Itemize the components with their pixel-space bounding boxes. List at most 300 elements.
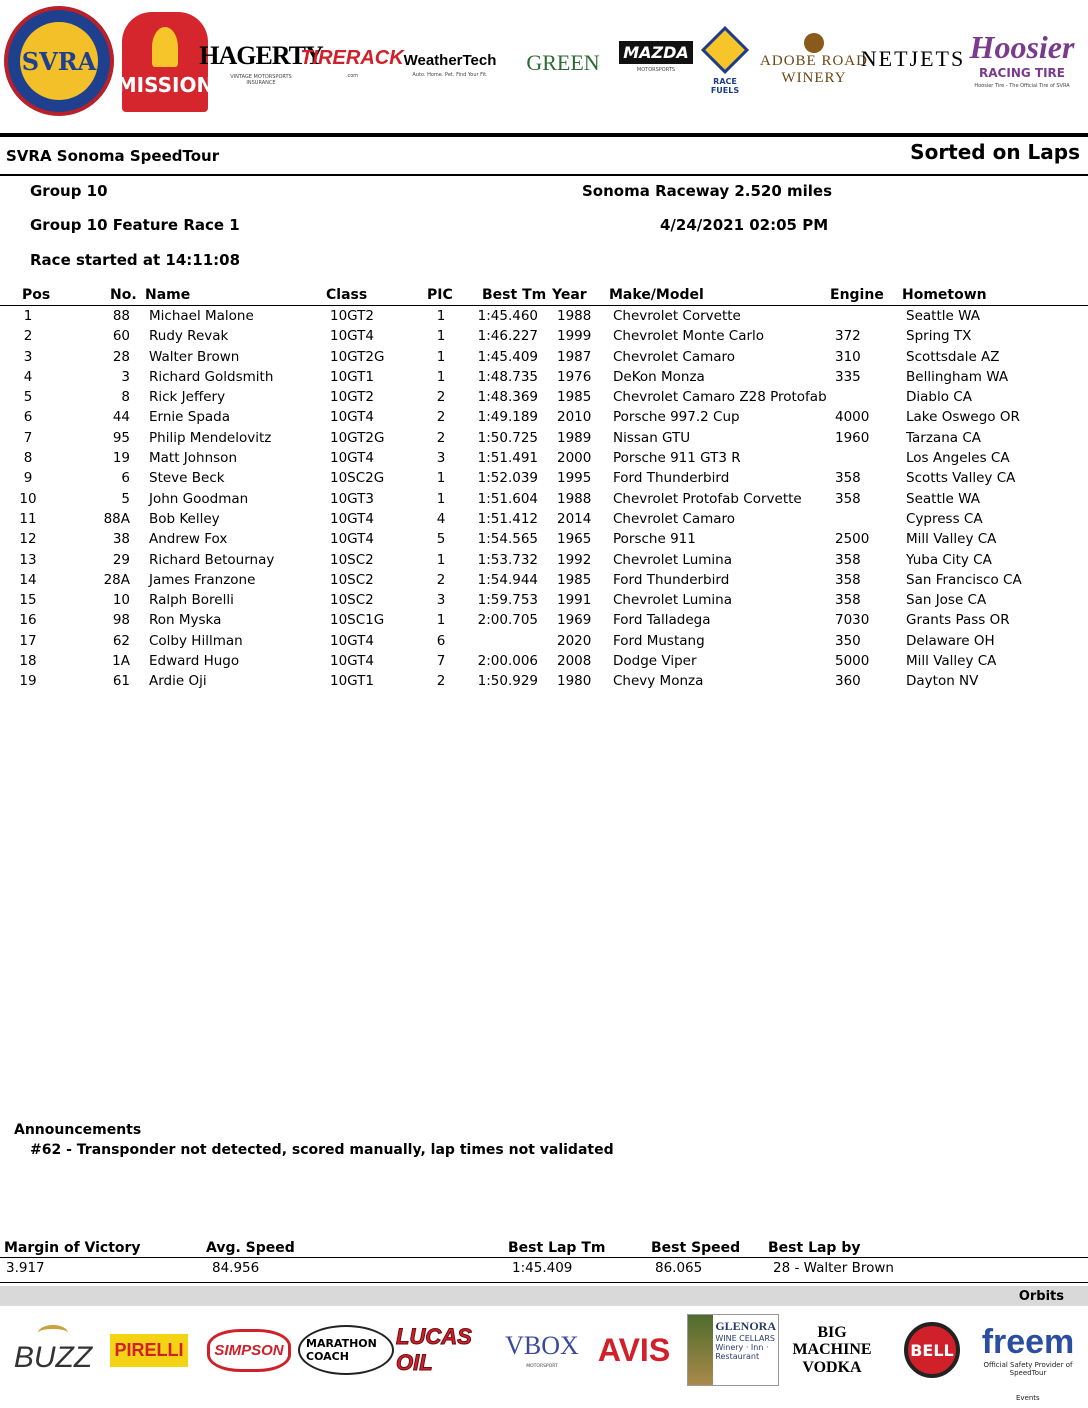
vineyard-image — [688, 1315, 713, 1385]
buzz-logo — [6, 1312, 100, 1388]
cell-engine: 358 — [835, 490, 861, 507]
cell-hometown: Lake Oswego OR — [906, 409, 1020, 426]
cell-best-time: 1:51.412 — [477, 510, 538, 527]
cell-pos: 1 — [23, 308, 33, 324]
cell-class: 10GT4 — [330, 450, 374, 467]
mission-logo-text: MISSION — [116, 73, 214, 97]
cell-year: 1995 — [557, 470, 592, 487]
cell-pic: 1 — [436, 328, 446, 345]
cell-name: Rudy Revak — [149, 328, 229, 345]
cell-hometown: Dayton NV — [906, 673, 979, 690]
summary-label-avg-speed: Avg. Speed — [206, 1240, 295, 1256]
cell-engine: 372 — [835, 328, 861, 345]
cell-make-model: Ford Talladega — [613, 612, 711, 629]
cell-class: 10GT4 — [330, 409, 374, 426]
vbox-logo-text: VBOX — [505, 1330, 579, 1360]
cell-pos: 12 — [19, 531, 37, 548]
cell-pos: 9 — [23, 470, 33, 487]
cell-engine: 7030 — [835, 612, 870, 629]
events-label: Events — [1016, 1394, 1040, 1402]
cell-engine: 358 — [835, 551, 861, 568]
cell-name: James Franzone — [149, 571, 256, 588]
cell-name: Walter Brown — [149, 348, 240, 365]
svra-logo — [4, 6, 114, 116]
cell-class: 10GT4 — [330, 510, 374, 527]
sort-label: Sorted on Laps — [910, 140, 1080, 164]
table-row — [0, 347, 1088, 367]
cell-pos: 6 — [23, 409, 33, 426]
cell-make-model: Ford Thunderbird — [613, 571, 730, 588]
cell-number: 61 — [112, 673, 130, 690]
weathertech-logo — [398, 30, 502, 100]
cell-pic: 1 — [436, 470, 446, 487]
cell-name: Ernie Spada — [149, 409, 230, 426]
table-row — [0, 631, 1088, 651]
cell-number: 3 — [121, 368, 130, 385]
hoosier-logo — [960, 4, 1084, 114]
summary-label-best-lap-by: Best Lap by — [768, 1240, 861, 1256]
glenora-logo-words — [713, 1315, 778, 1385]
cell-make-model: DeKon Monza — [613, 368, 705, 385]
cell-hometown: Yuba City CA — [906, 551, 992, 568]
cell-hometown: San Francisco CA — [906, 571, 1022, 588]
cell-class: 10SC2G — [330, 470, 385, 487]
cell-number: 88A — [103, 510, 130, 527]
adobe-logo-subtext: WINERY — [781, 70, 847, 86]
table-row — [0, 428, 1088, 448]
cell-name: Philip Mendelovitz — [149, 429, 272, 446]
cell-number: 8 — [121, 389, 130, 406]
cell-engine: 1960 — [835, 429, 870, 446]
cell-year: 2014 — [557, 510, 592, 527]
cell-class: 10GT1 — [330, 368, 374, 385]
cell-year: 1988 — [557, 490, 592, 507]
cell-pos: 17 — [19, 632, 37, 649]
sunoco-diamond-icon — [701, 26, 749, 74]
cell-class: 10SC2 — [330, 551, 374, 568]
orbits-label: Orbits — [1018, 1289, 1064, 1304]
cell-pic: 5 — [436, 531, 446, 548]
summary-value-best-speed: 86.065 — [655, 1260, 703, 1276]
glenora-logo-subtext-2: Winery · Inn · Restaurant — [715, 1343, 769, 1361]
wing-icon — [38, 1325, 68, 1341]
hagerty-logo-subtext: VINTAGE MOTORSPORTS INSURANCE — [230, 73, 292, 86]
cell-hometown: Los Angeles CA — [906, 450, 1010, 467]
results-rows — [0, 306, 1088, 692]
cell-hometown: Delaware OH — [906, 632, 995, 649]
race-summary — [0, 1238, 1088, 1280]
cell-make-model: Chevrolet Corvette — [613, 308, 741, 324]
table-row — [0, 610, 1088, 630]
simpson-logo — [206, 1312, 292, 1388]
cell-pos: 14 — [19, 571, 37, 588]
bell-helmets-logo — [894, 1312, 970, 1388]
green-logo-text: GREEN — [526, 50, 600, 75]
cell-year: 2008 — [557, 653, 592, 670]
column-header-make-model: Make/Model — [609, 287, 704, 303]
cell-number: 29 — [112, 551, 130, 568]
cell-best-time: 1:49.189 — [477, 409, 538, 426]
cell-name: Ralph Borelli — [149, 592, 234, 609]
cell-class: 10SC1G — [330, 612, 385, 629]
cell-name: Richard Betournay — [149, 551, 275, 568]
cell-name: John Goodman — [149, 490, 249, 507]
summary-label-best-lap: Best Lap Tm — [508, 1240, 606, 1256]
cell-pic: 1 — [436, 368, 446, 385]
cell-make-model: Nissan GTU — [613, 429, 691, 446]
cell-number: 28A — [103, 571, 130, 588]
glenora-logo-subtext: WINE CELLARS — [715, 1334, 776, 1343]
sunoco-logo — [700, 6, 750, 112]
table-row — [0, 651, 1088, 671]
cell-pic: 3 — [436, 450, 446, 467]
cell-hometown: San Jose CA — [906, 592, 987, 609]
cell-number: 62 — [112, 632, 130, 649]
cell-year: 1980 — [557, 673, 592, 690]
bigmachine-logo-text: BIG MACHINE VODKA — [792, 1323, 872, 1376]
summary-value-avg-speed: 84.956 — [212, 1260, 260, 1276]
table-row — [0, 671, 1088, 691]
cell-make-model: Chevrolet Monte Carlo — [613, 328, 765, 345]
cell-hometown: Mill Valley CA — [906, 531, 997, 548]
cell-number: 6 — [121, 470, 130, 487]
cell-pic: 2 — [436, 429, 446, 446]
column-header-name: Name — [145, 287, 191, 303]
divider-summary — [0, 1282, 1088, 1283]
cell-best-time: 1:51.604 — [477, 490, 538, 507]
cell-hometown: Grants Pass OR — [906, 612, 1010, 629]
weathertech-logo-subtext: Auto. Home. Pet. Find Your Fit. — [412, 72, 488, 78]
cell-year: 1987 — [557, 348, 592, 365]
cell-hometown: Mill Valley CA — [906, 653, 997, 670]
cell-best-time: 1:59.753 — [477, 592, 538, 609]
lucas-logo-text: LUCAS OIL — [396, 1324, 472, 1375]
cell-best-time: 2:00.006 — [477, 653, 538, 670]
marathon-logo-text: MARATHON COACH — [298, 1325, 394, 1375]
cell-best-time: 1:48.735 — [477, 368, 538, 385]
cell-year: 1992 — [557, 551, 592, 568]
cell-pic: 4 — [436, 510, 446, 527]
cell-number: 60 — [112, 328, 130, 345]
cell-pic: 1 — [436, 612, 446, 629]
cell-make-model: Chevrolet Protofab Corvette — [613, 490, 802, 507]
results-header-row — [0, 285, 1088, 306]
summary-label-margin: Margin of Victory — [4, 1240, 141, 1256]
cell-make-model: Ford Mustang — [613, 632, 705, 649]
cell-class: 10GT2 — [330, 389, 374, 406]
cell-pos: 8 — [23, 450, 33, 467]
cell-class: 10GT4 — [330, 328, 374, 345]
weathertech-logo-text: WeatherTech — [403, 52, 497, 69]
cell-make-model: Porsche 911 — [613, 531, 696, 548]
cell-hometown: Seattle WA — [906, 308, 980, 324]
adobe-road-logo — [760, 12, 868, 108]
cell-pic: 2 — [436, 409, 446, 426]
cell-pic: 7 — [436, 653, 446, 670]
column-header-hometown: Hometown — [902, 287, 987, 303]
flame-icon — [152, 27, 178, 67]
avis-logo-text: AVIS — [597, 1331, 671, 1368]
cell-best-time: 1:50.929 — [477, 673, 538, 690]
cell-pos: 7 — [23, 429, 33, 446]
hagerty-logo-text: HAGERTY — [199, 40, 323, 70]
cell-number: 98 — [112, 612, 130, 629]
cell-number: 95 — [112, 429, 130, 446]
cell-pos: 18 — [19, 653, 37, 670]
tirerack-logo — [300, 18, 404, 108]
tirerack-logo-text: TIRERACK — [300, 47, 404, 69]
sponsor-banner-top — [0, 0, 1088, 128]
cell-engine: 350 — [835, 632, 861, 649]
column-header-no: No. — [110, 287, 137, 303]
cell-best-time: 1:51.491 — [477, 450, 538, 467]
cell-name: Andrew Fox — [149, 531, 228, 548]
cell-best-time: 1:45.409 — [477, 348, 538, 365]
cell-number: 10 — [112, 592, 130, 609]
table-row — [0, 590, 1088, 610]
column-header-year: Year — [552, 287, 587, 303]
table-row — [0, 306, 1088, 326]
cell-class: 10SC2 — [330, 592, 374, 609]
cell-pos: 15 — [19, 592, 37, 609]
cell-year: 1999 — [557, 328, 592, 345]
cell-engine: 335 — [835, 368, 861, 385]
cell-make-model: Chevrolet Camaro — [613, 510, 736, 527]
vbox-logo-subtext: MOTORSPORT — [526, 1363, 558, 1369]
hoosier-logo-text: Hoosier — [969, 29, 1075, 65]
cell-class: 10GT2G — [330, 429, 385, 446]
glenora-logo-text: GLENORA — [715, 1319, 776, 1333]
cell-pos: 3 — [23, 348, 33, 365]
orbits-bar — [0, 1286, 1088, 1306]
cell-engine: 358 — [835, 592, 861, 609]
cell-number: 28 — [112, 348, 130, 365]
cell-pos: 11 — [19, 510, 37, 527]
hoosier-logo-caption: Hoosier Tire - The Official Tire of SVRA — [974, 83, 1070, 89]
cell-name: Michael Malone — [149, 308, 254, 324]
table-row — [0, 407, 1088, 427]
cell-best-time: 1:48.369 — [477, 389, 538, 406]
track-info: Sonoma Raceway 2.520 miles — [582, 182, 833, 200]
summary-label-best-speed: Best Speed — [651, 1240, 741, 1256]
simpson-logo-text: SIMPSON — [207, 1329, 290, 1372]
cell-year: 1991 — [557, 592, 592, 609]
netjets-logo-text: NETJETS — [860, 46, 966, 71]
cell-year: 1988 — [557, 308, 592, 324]
cell-hometown: Diablo CA — [906, 389, 972, 406]
summary-value-margin: 3.917 — [6, 1260, 45, 1276]
cell-make-model: Chevrolet Camaro Z28 Protofab — [613, 389, 827, 406]
cell-best-time: 1:53.732 — [477, 551, 538, 568]
cell-best-time: 1:54.565 — [477, 531, 538, 548]
cell-name: Steve Beck — [149, 470, 225, 487]
cell-number: 19 — [112, 450, 130, 467]
cell-year: 1989 — [557, 429, 592, 446]
cell-class: 10GT2 — [330, 308, 374, 324]
avis-logo — [586, 1312, 682, 1388]
cell-make-model: Chevrolet Lumina — [613, 551, 733, 568]
cell-class: 10GT2G — [330, 348, 385, 365]
cell-best-time: 1:52.039 — [477, 470, 538, 487]
cell-number: 38 — [112, 531, 130, 548]
cell-engine: 5000 — [835, 653, 870, 670]
table-row — [0, 448, 1088, 468]
column-header-pos: Pos — [22, 287, 51, 303]
cell-hometown: Seattle WA — [906, 490, 980, 507]
race-name: Group 10 Feature Race 1 — [30, 216, 240, 234]
cell-hometown: Scotts Valley CA — [906, 470, 1016, 487]
table-row — [0, 387, 1088, 407]
netjets-logo — [860, 14, 966, 104]
vbox-logo — [500, 1312, 584, 1388]
column-header-class: Class — [326, 287, 368, 303]
cell-year: 2000 — [557, 450, 592, 467]
cell-best-time: 2:00.705 — [477, 612, 538, 629]
cell-year: 2020 — [557, 632, 592, 649]
cell-number: 1A — [112, 653, 130, 670]
cell-engine: 358 — [835, 470, 861, 487]
cell-name: Ardie Oji — [149, 673, 207, 690]
cell-year: 1985 — [557, 389, 592, 406]
cell-make-model: Chevy Monza — [613, 673, 704, 690]
cell-year: 1965 — [557, 531, 592, 548]
cell-make-model: Porsche 997.2 Cup — [613, 409, 740, 426]
cell-hometown: Tarzana CA — [906, 429, 981, 446]
cell-name: Colby Hillman — [149, 632, 243, 649]
table-row — [0, 326, 1088, 346]
cell-pic: 3 — [436, 592, 446, 609]
cell-pos: 4 — [23, 368, 33, 385]
table-row — [0, 550, 1088, 570]
column-header-best-time: Best Tm — [482, 287, 547, 303]
cell-year: 1985 — [557, 571, 592, 588]
bell-logo-text: BELL — [904, 1322, 960, 1378]
cell-pic: 1 — [436, 308, 446, 324]
column-header-engine: Engine — [830, 287, 884, 303]
cell-pic: 1 — [436, 490, 446, 507]
cell-pic: 1 — [436, 348, 446, 365]
summary-value-best-lap: 1:45.409 — [512, 1260, 573, 1276]
pirelli-logo — [104, 1312, 194, 1388]
cell-make-model: Chevrolet Lumina — [613, 592, 733, 609]
cell-pic: 2 — [436, 673, 446, 690]
table-row — [0, 468, 1088, 488]
column-header-pic: PIC — [427, 287, 453, 303]
cell-make-model: Porsche 911 GT3 R — [613, 450, 741, 467]
glenora-logo-box — [687, 1314, 779, 1386]
summary-value-row — [0, 1258, 1088, 1280]
race-start-time: Race started at 14:11:08 — [30, 251, 241, 269]
table-row — [0, 367, 1088, 387]
cell-number: 88 — [112, 308, 130, 324]
cell-best-time: 1:45.460 — [477, 308, 538, 324]
announcement-text: #62 - Transponder not detected, scored manually, lap times not validated — [30, 1142, 614, 1158]
cell-hometown: Scottsdale AZ — [906, 348, 1000, 365]
results-table — [0, 285, 1088, 692]
glenora-logo — [686, 1312, 780, 1388]
cell-pic: 2 — [436, 389, 446, 406]
table-row — [0, 509, 1088, 529]
cell-pos: 16 — [19, 612, 37, 629]
cell-name: Rick Jeffery — [149, 389, 226, 406]
cell-pos: 19 — [19, 673, 37, 690]
cell-year: 2010 — [557, 409, 592, 426]
svra-logo-center: SVRA — [20, 22, 98, 100]
cell-engine: 310 — [835, 348, 861, 365]
adobe-logo-text: ADOBE ROAD — [760, 53, 868, 69]
pirelli-logo-text: PIRELLI — [110, 1334, 187, 1367]
cell-name: Edward Hugo — [149, 653, 240, 670]
cell-class: 10GT4 — [330, 632, 374, 649]
cell-name: Bob Kelley — [149, 510, 220, 527]
summary-header-row — [0, 1238, 1088, 1258]
cell-class: 10SC2 — [330, 571, 374, 588]
cell-best-time: 1:54.944 — [477, 571, 538, 588]
cell-class: 10GT4 — [330, 531, 374, 548]
cell-make-model: Dodge Viper — [613, 653, 697, 670]
cell-hometown: Cypress CA — [906, 510, 983, 527]
cell-pos: 5 — [23, 389, 33, 406]
table-row — [0, 489, 1088, 509]
cell-engine: 2500 — [835, 531, 870, 548]
mazda-motorsports-logo — [620, 2, 692, 112]
cell-pic: 1 — [436, 551, 446, 568]
cell-pos: 2 — [23, 328, 33, 345]
cell-name: Ron Myska — [149, 612, 222, 629]
hoosier-logo-subtext: RACING TIRE — [979, 66, 1065, 80]
announcements-title: Announcements — [14, 1122, 142, 1138]
hagerty-logo — [199, 18, 323, 108]
cell-pic: 2 — [436, 571, 446, 588]
cell-make-model: Ford Thunderbird — [613, 470, 730, 487]
cell-number: 44 — [112, 409, 130, 426]
cell-pos: 10 — [19, 490, 37, 507]
mazda-logo-subtext: MOTORSPORTS — [636, 67, 676, 73]
buzz-logo-text: BUZZ — [13, 1341, 93, 1374]
cell-class: 10GT3 — [330, 490, 374, 507]
cell-number: 5 — [121, 490, 130, 507]
table-row — [0, 570, 1088, 590]
cell-class: 10GT4 — [330, 653, 374, 670]
marathon-coach-logo — [298, 1312, 394, 1388]
cell-hometown: Bellingham WA — [906, 368, 1009, 385]
summary-value-best-lap-by: 28 - Walter Brown — [773, 1260, 894, 1276]
freem-logo — [978, 1312, 1078, 1388]
tirerack-logo-subtext: .com — [345, 73, 359, 79]
mazda-logo-text: MAZDA — [619, 41, 693, 64]
cell-engine: 358 — [835, 571, 861, 588]
cell-name: Matt Johnson — [149, 450, 238, 467]
cell-pic: 6 — [436, 632, 446, 649]
sunoco-logo-text: RACE FUELS — [710, 77, 740, 95]
cell-pos: 13 — [19, 551, 37, 568]
cell-best-time: 1:46.227 — [477, 328, 538, 345]
cell-year: 1969 — [557, 612, 592, 629]
cell-year: 1976 — [557, 368, 592, 385]
mission-logo — [116, 12, 214, 112]
cell-best-time: 1:50.725 — [477, 429, 538, 446]
group-name: Group 10 — [30, 182, 108, 200]
cell-class: 10GT1 — [330, 673, 374, 690]
lucas-oil-logo — [396, 1312, 496, 1388]
cell-name: Richard Goldsmith — [149, 368, 274, 385]
divider-header — [0, 174, 1088, 176]
divider-top — [0, 133, 1088, 137]
cell-make-model: Chevrolet Camaro — [613, 348, 736, 365]
cell-hometown: Spring TX — [906, 328, 972, 345]
cell-engine: 360 — [835, 673, 861, 690]
event-title: SVRA Sonoma SpeedTour — [6, 147, 220, 165]
